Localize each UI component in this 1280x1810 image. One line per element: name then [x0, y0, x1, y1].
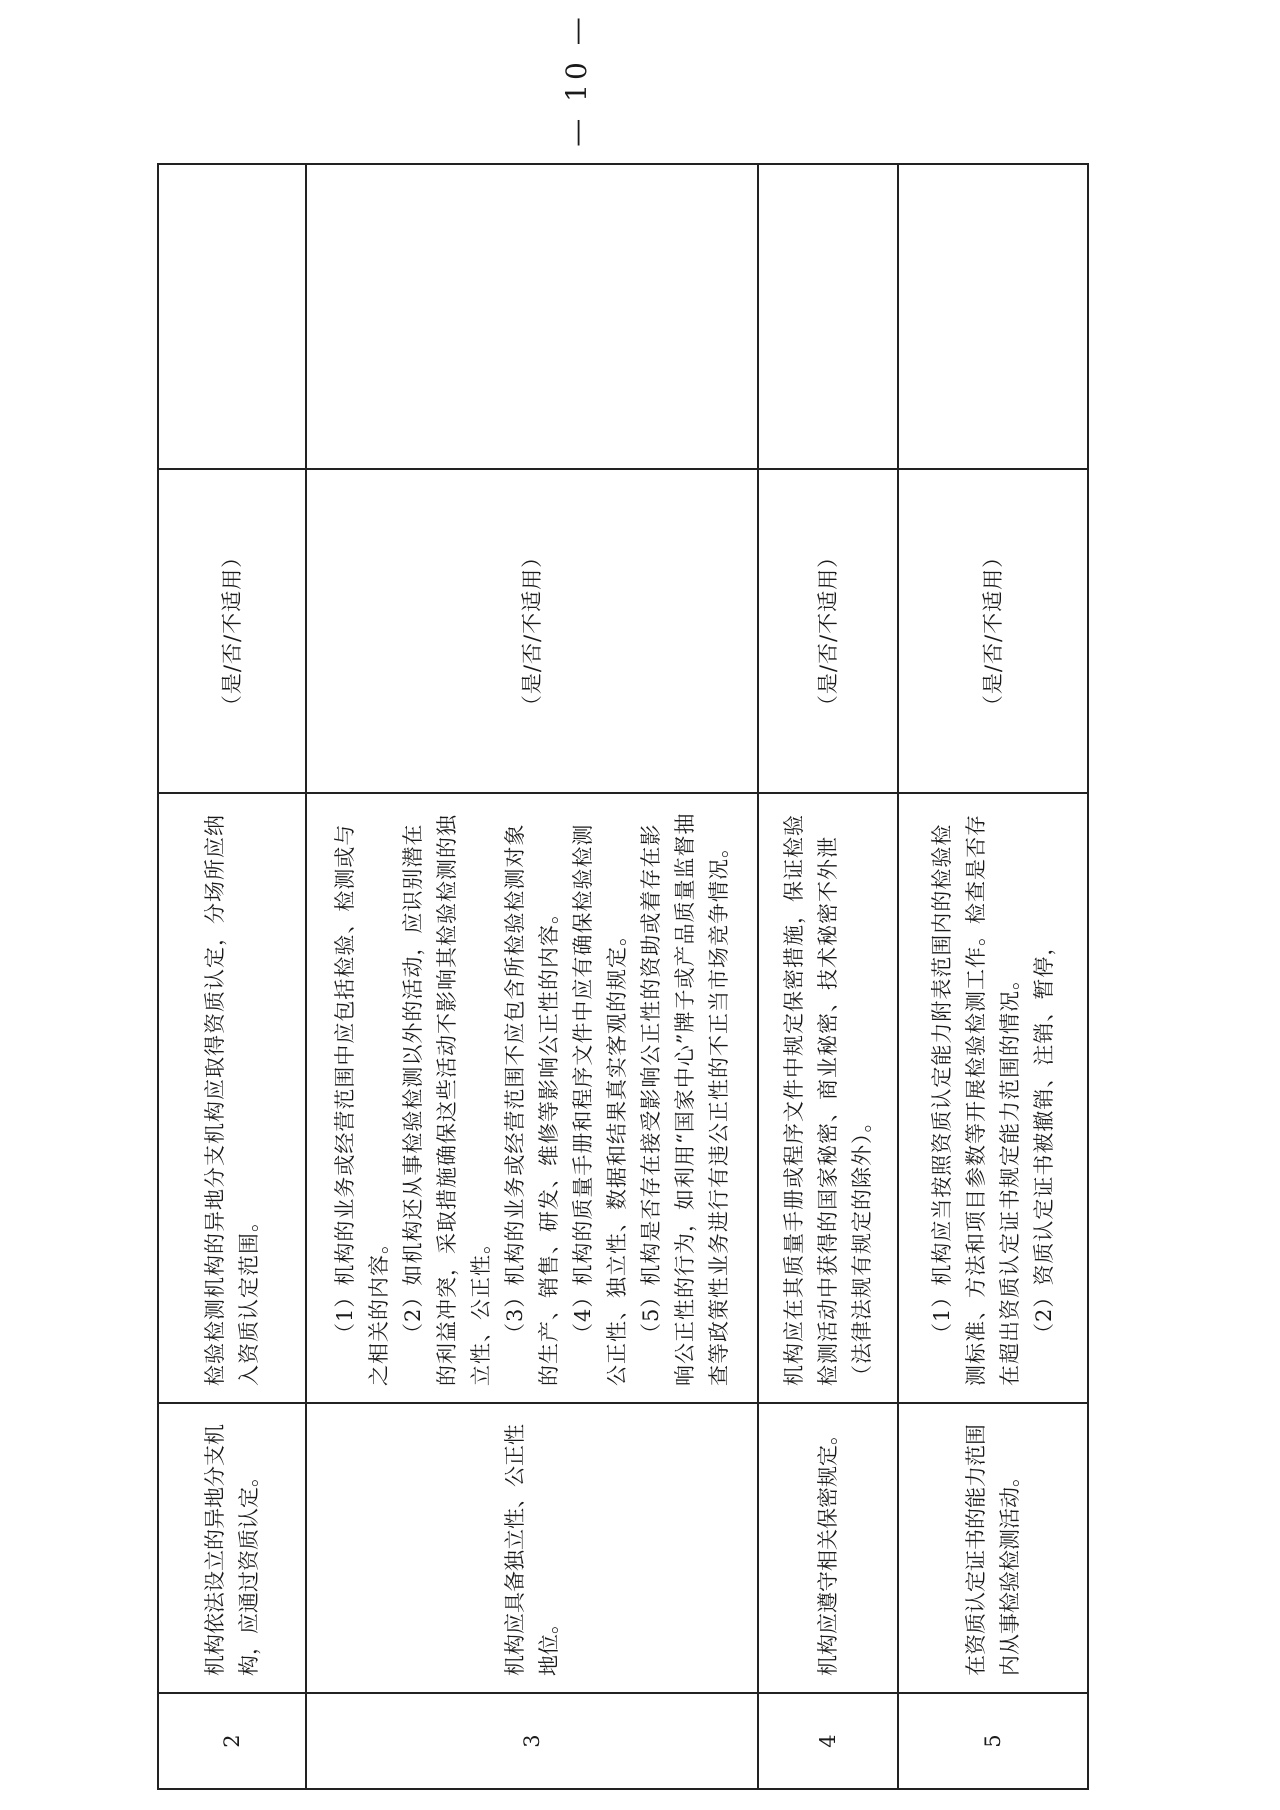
check-method [758, 793, 898, 1403]
check-note [158, 164, 306, 469]
row-number: 4 [758, 1693, 898, 1789]
method-paragraph: 检验检测机构的异地分支机构应取得资质认定，分场所应纳入资质认定范围。 [203, 814, 261, 1386]
check-method [898, 793, 1088, 1403]
check-item: 机构应遵守相关保密规定。 [758, 1403, 898, 1693]
check-note [306, 164, 758, 469]
method-paragraph: （1）机构应当按照资质认定能力附表范围内的检验检测标准、方法和项目参数等开展检验检测工作。检查是否存在超出资质认定证书规定能力范围的情况。 [930, 814, 1022, 1386]
check-note [898, 164, 1088, 469]
method-paragraph: （5）机构是否存在接受影响公正性的资助或着存在影响公正性的行为，如利用“国家中心”牌子或产品质量监督抽查等政策性业务进行有违公正性的不正当市场竞争情况。 [639, 812, 731, 1386]
check-result: （是/否/不适用） [758, 469, 898, 793]
method-paragraph: （4）机构的质量手册和程序文件中应有确保检验检测公正性、独立性、数据和结果真实客观的规定。 [571, 823, 629, 1386]
check-item: 机构应具备独立性、公正性地位。 [306, 1403, 758, 1693]
table-row [758, 164, 898, 1789]
check-result: （是/否/不适用） [898, 469, 1088, 793]
check-result: （是/否/不适用） [158, 469, 306, 793]
method-paragraph: （2）如机构还从事检验检测以外的活动，应识别潜在的利益冲突，采取措施确保这些活动不影响其检验检测的独立性、公正性。 [401, 814, 493, 1386]
check-result: （是/否/不适用） [306, 469, 758, 793]
inspection-table [157, 163, 1089, 1790]
page-number: — 10 — [560, 13, 593, 147]
check-note [758, 164, 898, 469]
method-paragraph: （3）机构的业务或经营范围不应包含所检验检测对象的生产、销售、研发、维修等影响公正性的内容。 [503, 823, 561, 1386]
row-number: 3 [306, 1693, 758, 1789]
check-method [158, 793, 306, 1403]
row-number: 2 [158, 1693, 306, 1789]
table-row [898, 164, 1088, 1789]
row-number: 5 [898, 1693, 1088, 1789]
method-paragraph: （2）资质认定证书被撤销、注销、暂停， [1032, 933, 1056, 1344]
check-item: 机构依法设立的异地分支机构，应通过资质认定。 [158, 1403, 306, 1693]
check-method [306, 793, 758, 1403]
table-row [306, 164, 758, 1789]
method-paragraph: 机构应在其质量手册或程序文件中规定保密措施，保证检验检测活动中获得的国家秘密、商业秘密、技术秘密不外泄（法律法规有规定的除外）。 [782, 814, 874, 1386]
method-paragraph: （1）机构的业务或经营范围中应包括检验、检测或与之相关的内容。 [333, 823, 391, 1386]
table-row [158, 164, 306, 1789]
check-item: 在资质认定证书的能力范围内从事检验检测活动。 [898, 1403, 1088, 1693]
